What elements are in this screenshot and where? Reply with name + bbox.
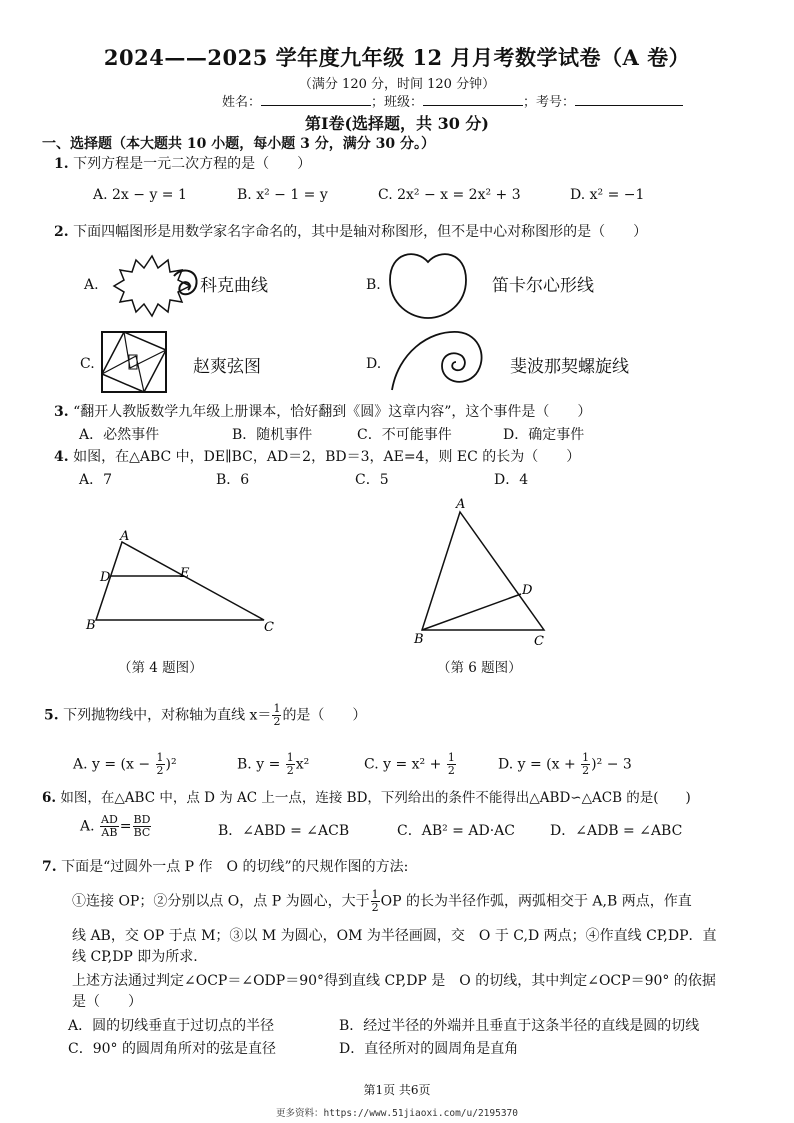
q7-option-c: C．90° 的圆周角所对的弦是直径 [68, 1041, 276, 1057]
q3-option-d: D．确定事件 [503, 427, 585, 443]
q6-option-b: B．∠ABD = ∠ACB [218, 823, 350, 839]
page-number: 第1页 共6页 [363, 1083, 431, 1097]
q4-option-d: D．4 [494, 472, 529, 488]
q5-option-a: A. y = (x − $\frac{1}{2}$ )² [73, 751, 177, 777]
q6-option-a: A. $\frac{AD}{AB}$ = $\frac{BD}{BC}$ [80, 813, 151, 839]
figure-4-triangle [80, 528, 280, 638]
fig6-label-d: D [522, 583, 533, 598]
figure-6-triangle [410, 494, 560, 650]
q7-stem [42, 856, 408, 876]
q2-option-a-letter: A. [84, 277, 99, 293]
q3-text: “翻开人教版数学九年级上册课本，恰好翻到《圆》这章内容”，这个事件是（ ） [73, 404, 592, 420]
fig4-label-c: C [264, 620, 274, 635]
koch-curve-figure [104, 246, 204, 322]
q4-stem [54, 446, 580, 466]
q1-stem [54, 153, 311, 173]
q4-number: 4. [54, 449, 69, 465]
q2-option-b-name: 笛卡尔心形线 [492, 276, 594, 296]
q2-number: 2. [54, 224, 69, 240]
q4-option-a: A．7 [79, 472, 113, 488]
q2-stem [54, 221, 647, 241]
q7-option-a: A．圆的切线垂直于过切点的半径 [68, 1018, 275, 1034]
part-title: 一、选择题（本大题共 10 小题，每小题 3 分，满分 30 分。） [42, 136, 435, 152]
q5-option-c: C. y = x² + $\frac{1}{2}$ [364, 751, 455, 777]
q6-stem [42, 786, 691, 806]
q7-line3: 线 CP,DP 即为所求. [72, 949, 198, 965]
class-label: ；班级： [371, 95, 424, 110]
q7-line1: ①连接 OP；②分别以点 O，点 P 为圆心，大于 $\frac{1}{2}$ OP 的长为半径作弧，两弧相交于 A,B 两点，作直 [72, 888, 692, 914]
q5-number: 5. [44, 707, 59, 724]
q7-text: 下面是“过圆外一点 P 作 O 的切线”的尺规作图的方法: [61, 859, 409, 875]
q7-line2: 线 AB，交 OP 于点 M；③以 M 为圆心，OM 为半径画圆，交 O 于 C,D 两点；④作直线 CP,DP．直 [72, 928, 717, 944]
fig6-label-a: A [456, 497, 466, 512]
q3-stem [54, 401, 591, 421]
q5-text-pre: 下列抛物线中，对称轴为直线 x＝ [63, 707, 272, 724]
q7-line5: 是（ ） [72, 994, 142, 1010]
class-blank[interactable] [423, 93, 523, 106]
q2-option-c-name: 赵爽弦图 [193, 357, 261, 377]
q4-option-c: C．5 [355, 472, 389, 488]
q3-option-b: B．随机事件 [232, 427, 313, 443]
name-label: 姓名： [222, 95, 262, 110]
exam-subtitle: （满分 120 分，时间 120 分钟） [298, 77, 496, 92]
fig6-label-b: B [414, 632, 424, 647]
q3-option-c: C．不可能事件 [357, 427, 452, 443]
q5-option-d: D. y = (x + $\frac{1}{2}$ )² − 3 [498, 751, 632, 777]
source-watermark: 更多资料：https://www.51jiaoxi.com/u/2195370 [276, 1108, 518, 1119]
zhao-shuang-figure [100, 330, 168, 394]
q2-option-c-letter: C. [80, 356, 95, 372]
q4-option-b: B．6 [216, 472, 250, 488]
cardioid-figure [386, 246, 470, 322]
q6-text: 如图，在△ABC 中，点 D 为 AC 上一点，连接 BD，下列给出的条件不能得出△ABD∽△ACB 的是( ) [60, 790, 691, 806]
fig4-label-a: A [120, 529, 130, 544]
exam-no-blank[interactable] [575, 93, 683, 106]
figure-6-caption: （第 6 题图） [437, 660, 522, 676]
q7-line4: 上述方法通过判定∠OCP＝∠ODP＝90°得到直线 CP,DP 是 O 的切线，其中判定∠OCP＝90° 的依据 [72, 973, 716, 989]
q1-option-b: B. x² − 1 = y [237, 187, 328, 203]
q2-option-a-name: 科克曲线 [200, 276, 268, 296]
q7-option-d: D．直径所对的圆周角是直角 [339, 1041, 519, 1057]
exam-title: 2024——2025 学年度九年级 12 月月考数学试卷（A 卷） [103, 45, 691, 70]
q1-option-c: C. 2x² − x = 2x² + 3 [378, 187, 521, 203]
q6-option-c: C．AB² = AD·AC [397, 823, 515, 839]
q7-option-b: B．经过半径的外端并且垂直于这条半径的直线是圆的切线 [339, 1018, 700, 1034]
q1-number: 1. [54, 156, 69, 172]
q5-stem [44, 703, 366, 728]
student-info-line [222, 91, 683, 110]
fig4-label-e: E [180, 566, 190, 581]
q6-option-d: D．∠ADB = ∠ABC [550, 823, 683, 839]
fig4-label-d: D [100, 570, 111, 585]
q3-option-a: A．必然事件 [79, 427, 160, 443]
fig6-label-c: C [534, 634, 544, 649]
q2-text: 下面四幅图形是用数学家名字命名的，其中是轴对称图形，但不是中心对称图形的是（ ） [73, 224, 648, 240]
figure-4-caption: （第 4 题图） [118, 660, 203, 676]
q5-option-b: B. y = $\frac{1}{2}$ x² [237, 751, 310, 777]
fibonacci-spiral-figure [388, 324, 490, 394]
q5-fraction: $\frac{1}{2}$ [273, 702, 281, 728]
q3-number: 3. [54, 404, 69, 420]
exam-no-label: ；考号： [523, 95, 576, 110]
q1-text: 下列方程是一元二次方程的是（ ） [73, 156, 312, 172]
q6-number: 6. [42, 790, 57, 806]
q7-number: 7. [42, 859, 57, 875]
q2-option-d-letter: D. [366, 356, 382, 372]
q1-option-d: D. x² = −1 [570, 187, 645, 203]
q5-text-post: 的是（ ） [282, 707, 367, 724]
section-title: 第Ⅰ卷(选择题，共 30 分) [304, 114, 490, 133]
q2-option-b-letter: B. [366, 277, 381, 293]
q4-text: 如图，在△ABC 中，DE∥BC，AD＝2，BD＝3，AE=4，则 EC 的长为（ ） [73, 449, 581, 465]
fig4-label-b: B [86, 618, 96, 633]
q1-option-a: A. 2x − y = 1 [93, 187, 187, 203]
name-blank[interactable] [261, 93, 371, 106]
q2-option-d-name: 斐波那契螺旋线 [510, 357, 629, 377]
